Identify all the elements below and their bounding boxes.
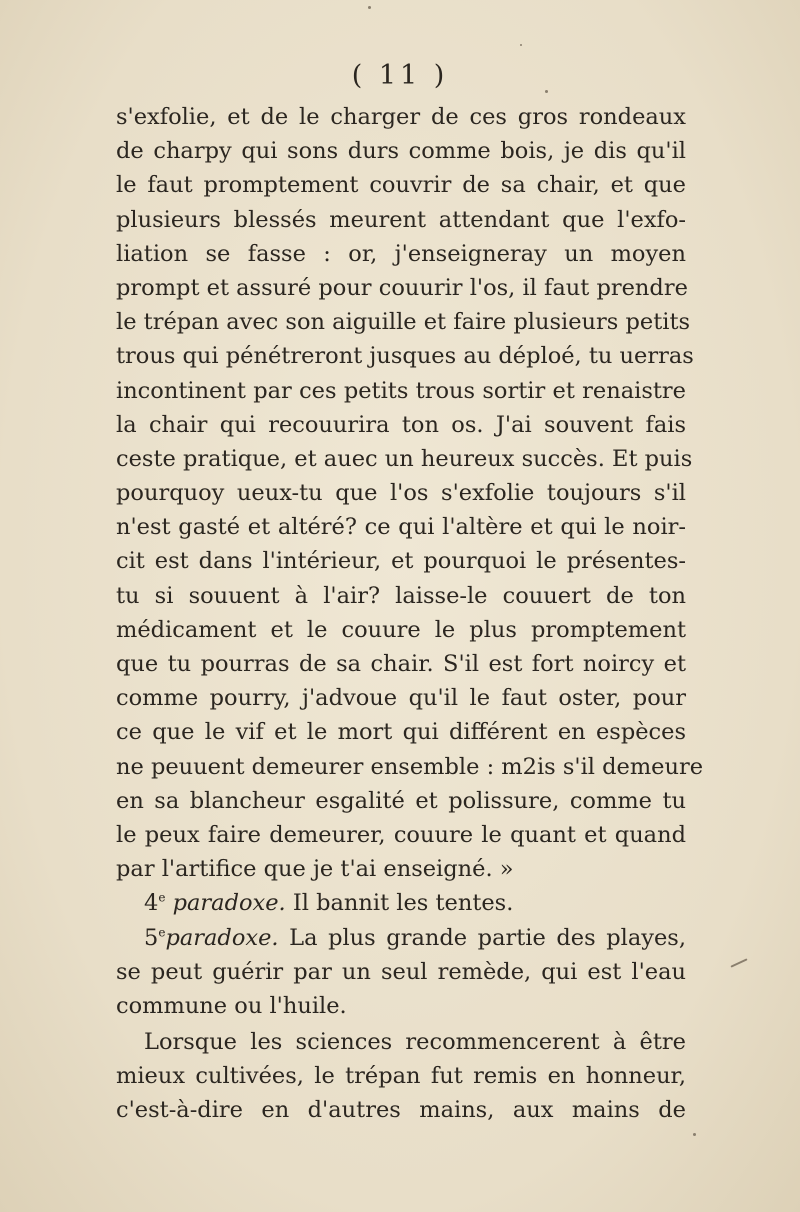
body-text [116,100,704,1128]
page-number: ( 11 ) [351,60,449,91]
text-line: pourquoy ueux-tu que l'os s'exfolie toujours s'il [116,480,686,507]
text-line: le faut promptement couvrir de sa chair, et que [116,172,686,199]
paradox-5-number: 5 [144,924,159,951]
text-line: s'exfolie, et de le charger de ces gros rondeaux [116,104,686,130]
paper-speck [545,90,548,93]
text-line: de charpy qui sons durs comme bois, je dis qu'il [116,138,686,165]
text-line: se peut guérir par un seul remède, qui est l'eau [116,958,686,985]
text-line: incontinent par ces petits trous sortir et renaistre [116,377,686,404]
text-line: plusieurs blessés meurent attendant que l'exfo- [116,206,686,233]
text-line: ce que le vif et le mort qui différent en espèces [116,719,686,746]
paper-speck [520,44,522,46]
paradox-4-number: 4 [144,890,159,917]
paradox-4 [116,886,686,920]
paradox-5-ordinal: e [158,925,166,939]
text-line: Lorsque les sciences recommencerent à être [144,1029,686,1056]
text-line: le peux faire demeurer, couure le quant et quand [116,821,686,848]
text-line: comme pourry, j'advoue qu'il le faut oster, pour [116,685,686,712]
text-line: ceste pratique, et auec un heureux succès. Et puis [116,445,693,472]
text-line: commune ou l'huile. [116,992,347,1019]
text-line: prompt et assuré pour couurir l'os, il faut prendre [116,274,688,301]
paradox-4-label: paradoxe. [172,890,286,917]
paradox-5-label: paradoxe. [165,924,279,951]
paper-speck [730,958,747,967]
text-line: c'est-à-dire en d'autres mains, aux mains de [116,1097,686,1124]
text-line: tu si souuent à l'air? laisse-le couuert de ton [116,582,686,609]
text-line: mieux cultivées, le trépan fut remis en honneur, [116,1063,686,1090]
text-line: le trépan avec son aiguille et faire plusieurs petits [116,309,691,336]
paradox-4-ordinal: e [158,890,166,905]
paradox-4-text: Il bannit les tentes. [292,890,514,917]
text-line: ne peuuent demeurer ensemble : m2is s'il demeure [116,753,704,780]
text-line: que tu pourras de sa chair. S'il est fort noircy et [116,651,686,677]
text-line: liation se fasse : or, j'enseigneray un moyen [116,240,686,267]
paper-speck [693,1133,696,1136]
text-line: par l'artifice que je t'ai enseigné. » [116,856,514,883]
paradox-5-text: La plus grande partie des playes, [289,924,686,951]
text-line: n'est gasté et altéré? ce qui l'altère et qui le noir- [116,514,686,541]
paper-speck [368,6,371,9]
text-line: médicament et le couure le plus promptement [116,616,686,643]
text-line: cit est dans l'intérieur, et pourquoi le présentes- [116,548,686,575]
text-line: trous qui pénétreront jusques au déploé, tu uerras [116,343,694,370]
text-line: en sa blancheur esgalité et polissure, comme tu [116,787,686,814]
paradox-5 [116,921,686,955]
text-line: la chair qui recouurira ton os. J'ai souvent fais [116,411,686,438]
